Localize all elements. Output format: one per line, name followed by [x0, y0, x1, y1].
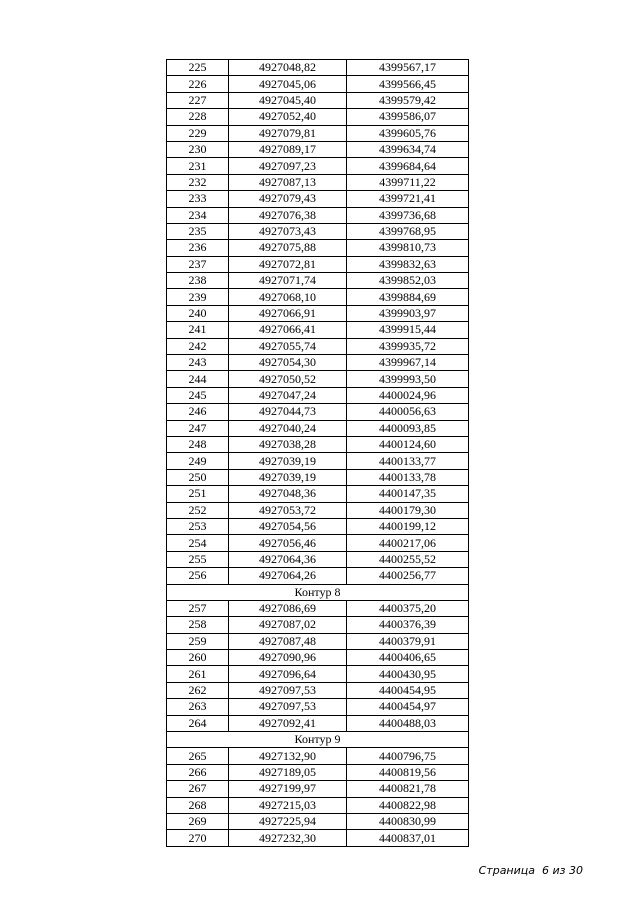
y-coordinate-cell: 4400376,39: [347, 617, 469, 633]
point-number-cell: 243: [167, 355, 229, 371]
table-row: [167, 207, 469, 223]
contour-header-row: [167, 584, 469, 600]
y-coordinate-cell: 4400454,95: [347, 682, 469, 698]
y-coordinate-cell: 4400024,96: [347, 387, 469, 403]
y-coordinate-cell: 4399605,76: [347, 125, 469, 141]
point-number-cell: 246: [167, 404, 229, 420]
point-number-cell: 261: [167, 666, 229, 682]
y-coordinate-cell: 4400821,78: [347, 781, 469, 797]
x-coordinate-cell: 4927056,46: [229, 535, 347, 551]
table-row: [167, 781, 469, 797]
y-coordinate-cell: 4399903,97: [347, 305, 469, 321]
x-coordinate-cell: 4927039,19: [229, 453, 347, 469]
x-coordinate-cell: 4927075,88: [229, 240, 347, 256]
x-coordinate-cell: 4927097,53: [229, 699, 347, 715]
point-number-cell: 268: [167, 797, 229, 813]
point-number-cell: 225: [167, 60, 229, 76]
x-coordinate-cell: 4927038,28: [229, 436, 347, 452]
y-coordinate-cell: 4399810,73: [347, 240, 469, 256]
table-row: [167, 404, 469, 420]
x-coordinate-cell: 4927045,40: [229, 92, 347, 108]
table-row: [167, 109, 469, 125]
point-number-cell: 245: [167, 387, 229, 403]
y-coordinate-cell: 4400796,75: [347, 748, 469, 764]
x-coordinate-cell: 4927047,24: [229, 387, 347, 403]
point-number-cell: 227: [167, 92, 229, 108]
table-row: [167, 502, 469, 518]
point-number-cell: 229: [167, 125, 229, 141]
table-row: [167, 650, 469, 666]
x-coordinate-cell: 4927096,64: [229, 666, 347, 682]
y-coordinate-cell: 4399736,68: [347, 207, 469, 223]
y-coordinate-cell: 4399634,74: [347, 141, 469, 157]
x-coordinate-cell: 4927087,48: [229, 633, 347, 649]
y-coordinate-cell: 4400488,03: [347, 715, 469, 731]
x-coordinate-cell: 4927054,56: [229, 518, 347, 534]
table-row: [167, 813, 469, 829]
table-row: [167, 223, 469, 239]
x-coordinate-cell: 4927225,94: [229, 813, 347, 829]
point-number-cell: 239: [167, 289, 229, 305]
y-coordinate-cell: 4399852,03: [347, 273, 469, 289]
y-coordinate-cell: 4400819,56: [347, 764, 469, 780]
point-number-cell: 262: [167, 682, 229, 698]
x-coordinate-cell: 4927040,24: [229, 420, 347, 436]
x-coordinate-cell: 4927086,69: [229, 600, 347, 616]
point-number-cell: 257: [167, 600, 229, 616]
table-row: [167, 371, 469, 387]
y-coordinate-cell: 4400406,65: [347, 650, 469, 666]
y-coordinate-cell: 4400822,98: [347, 797, 469, 813]
point-number-cell: 252: [167, 502, 229, 518]
x-coordinate-cell: 4927064,26: [229, 568, 347, 584]
point-number-cell: 256: [167, 568, 229, 584]
point-number-cell: 232: [167, 174, 229, 190]
y-coordinate-cell: 4399935,72: [347, 338, 469, 354]
x-coordinate-cell: 4927092,41: [229, 715, 347, 731]
x-coordinate-cell: 4927039,19: [229, 469, 347, 485]
table-row: [167, 682, 469, 698]
table-row: [167, 436, 469, 452]
point-number-cell: 231: [167, 158, 229, 174]
table-row: [167, 273, 469, 289]
point-number-cell: 251: [167, 486, 229, 502]
x-coordinate-cell: 4927053,72: [229, 502, 347, 518]
table-row: [167, 420, 469, 436]
x-coordinate-cell: 4927097,23: [229, 158, 347, 174]
table-row: [167, 158, 469, 174]
point-number-cell: 226: [167, 76, 229, 92]
x-coordinate-cell: 4927097,53: [229, 682, 347, 698]
y-coordinate-cell: 4399993,50: [347, 371, 469, 387]
table-row: [167, 486, 469, 502]
x-coordinate-cell: 4927076,38: [229, 207, 347, 223]
x-coordinate-cell: 4927090,96: [229, 650, 347, 666]
point-number-cell: 266: [167, 764, 229, 780]
contour-label: Контур 9: [167, 732, 469, 748]
x-coordinate-cell: 4927087,02: [229, 617, 347, 633]
point-number-cell: 237: [167, 256, 229, 272]
table-row: [167, 289, 469, 305]
point-number-cell: 258: [167, 617, 229, 633]
y-coordinate-cell: 4400147,35: [347, 486, 469, 502]
table-row: [167, 387, 469, 403]
table-row: [167, 600, 469, 616]
table-row: [167, 76, 469, 92]
x-coordinate-cell: 4927064,36: [229, 551, 347, 567]
x-coordinate-cell: 4927132,90: [229, 748, 347, 764]
table-row: [167, 617, 469, 633]
point-number-cell: 270: [167, 830, 229, 846]
x-coordinate-cell: 4927073,43: [229, 223, 347, 239]
point-number-cell: 242: [167, 338, 229, 354]
table-row: [167, 240, 469, 256]
point-number-cell: 249: [167, 453, 229, 469]
table-row: [167, 191, 469, 207]
page-number: Страница 6 из 30: [478, 864, 583, 877]
contour-label: Контур 8: [167, 584, 469, 600]
y-coordinate-cell: 4399967,14: [347, 355, 469, 371]
x-coordinate-cell: 4927054,30: [229, 355, 347, 371]
x-coordinate-cell: 4927044,73: [229, 404, 347, 420]
point-number-cell: 269: [167, 813, 229, 829]
y-coordinate-cell: 4400256,77: [347, 568, 469, 584]
table-row: [167, 141, 469, 157]
x-coordinate-cell: 4927215,03: [229, 797, 347, 813]
y-coordinate-cell: 4400255,52: [347, 551, 469, 567]
point-number-cell: 253: [167, 518, 229, 534]
y-coordinate-cell: 4399832,63: [347, 256, 469, 272]
table-row: [167, 322, 469, 338]
x-coordinate-cell: 4927055,74: [229, 338, 347, 354]
y-coordinate-cell: 4400375,20: [347, 600, 469, 616]
x-coordinate-cell: 4927189,05: [229, 764, 347, 780]
table-row: [167, 125, 469, 141]
table-row: [167, 174, 469, 190]
y-coordinate-cell: 4399567,17: [347, 60, 469, 76]
y-coordinate-cell: 4400217,06: [347, 535, 469, 551]
y-coordinate-cell: 4400124,60: [347, 436, 469, 452]
y-coordinate-cell: 4400199,12: [347, 518, 469, 534]
table-row: [167, 469, 469, 485]
table-row: [167, 830, 469, 846]
x-coordinate-cell: 4927232,30: [229, 830, 347, 846]
x-coordinate-cell: 4927048,82: [229, 60, 347, 76]
point-number-cell: 250: [167, 469, 229, 485]
table-row: [167, 633, 469, 649]
point-number-cell: 235: [167, 223, 229, 239]
table-row: [167, 666, 469, 682]
table-row: [167, 92, 469, 108]
point-number-cell: 263: [167, 699, 229, 715]
y-coordinate-cell: 4400133,78: [347, 469, 469, 485]
y-coordinate-cell: 4400837,01: [347, 830, 469, 846]
x-coordinate-cell: 4927079,81: [229, 125, 347, 141]
x-coordinate-cell: 4927052,40: [229, 109, 347, 125]
x-coordinate-cell: 4927050,52: [229, 371, 347, 387]
x-coordinate-cell: 4927079,43: [229, 191, 347, 207]
table-row: [167, 453, 469, 469]
table-row: [167, 715, 469, 731]
point-number-cell: 230: [167, 141, 229, 157]
point-number-cell: 254: [167, 535, 229, 551]
y-coordinate-cell: 4399579,42: [347, 92, 469, 108]
y-coordinate-cell: 4400133,77: [347, 453, 469, 469]
y-coordinate-cell: 4399684,64: [347, 158, 469, 174]
y-coordinate-cell: 4400093,85: [347, 420, 469, 436]
table-row: [167, 305, 469, 321]
table-row: [167, 699, 469, 715]
x-coordinate-cell: 4927089,17: [229, 141, 347, 157]
point-number-cell: 241: [167, 322, 229, 338]
table-row: [167, 355, 469, 371]
table-row: [167, 551, 469, 567]
x-coordinate-cell: 4927087,13: [229, 174, 347, 190]
point-number-cell: 240: [167, 305, 229, 321]
point-number-cell: 248: [167, 436, 229, 452]
x-coordinate-cell: 4927048,36: [229, 486, 347, 502]
contour-header-row: [167, 732, 469, 748]
point-number-cell: 234: [167, 207, 229, 223]
y-coordinate-cell: 4399884,69: [347, 289, 469, 305]
table-row: [167, 568, 469, 584]
y-coordinate-cell: 4399711,22: [347, 174, 469, 190]
y-coordinate-cell: 4400430,95: [347, 666, 469, 682]
point-number-cell: 247: [167, 420, 229, 436]
x-coordinate-cell: 4927072,81: [229, 256, 347, 272]
x-coordinate-cell: 4927071,74: [229, 273, 347, 289]
point-number-cell: 238: [167, 273, 229, 289]
table-row: [167, 535, 469, 551]
y-coordinate-cell: 4400379,91: [347, 633, 469, 649]
point-number-cell: 264: [167, 715, 229, 731]
point-number-cell: 228: [167, 109, 229, 125]
point-number-cell: 265: [167, 748, 229, 764]
y-coordinate-cell: 4400454,97: [347, 699, 469, 715]
y-coordinate-cell: 4400830,99: [347, 813, 469, 829]
table-row: [167, 797, 469, 813]
y-coordinate-cell: 4399768,95: [347, 223, 469, 239]
y-coordinate-cell: 4400056,63: [347, 404, 469, 420]
x-coordinate-cell: 4927066,91: [229, 305, 347, 321]
point-number-cell: 244: [167, 371, 229, 387]
point-number-cell: 255: [167, 551, 229, 567]
table-row: [167, 764, 469, 780]
table-row: [167, 748, 469, 764]
table-row: [167, 338, 469, 354]
x-coordinate-cell: 4927199,97: [229, 781, 347, 797]
y-coordinate-cell: 4399586,07: [347, 109, 469, 125]
point-number-cell: 267: [167, 781, 229, 797]
x-coordinate-cell: 4927068,10: [229, 289, 347, 305]
coordinates-table-body: [167, 60, 469, 847]
point-number-cell: 233: [167, 191, 229, 207]
y-coordinate-cell: 4400179,30: [347, 502, 469, 518]
point-number-cell: 236: [167, 240, 229, 256]
y-coordinate-cell: 4399566,45: [347, 76, 469, 92]
coordinates-table: [166, 59, 469, 847]
y-coordinate-cell: 4399721,41: [347, 191, 469, 207]
point-number-cell: 259: [167, 633, 229, 649]
table-row: [167, 60, 469, 76]
y-coordinate-cell: 4399915,44: [347, 322, 469, 338]
table-row: [167, 518, 469, 534]
x-coordinate-cell: 4927045,06: [229, 76, 347, 92]
table-row: [167, 256, 469, 272]
x-coordinate-cell: 4927066,41: [229, 322, 347, 338]
point-number-cell: 260: [167, 650, 229, 666]
